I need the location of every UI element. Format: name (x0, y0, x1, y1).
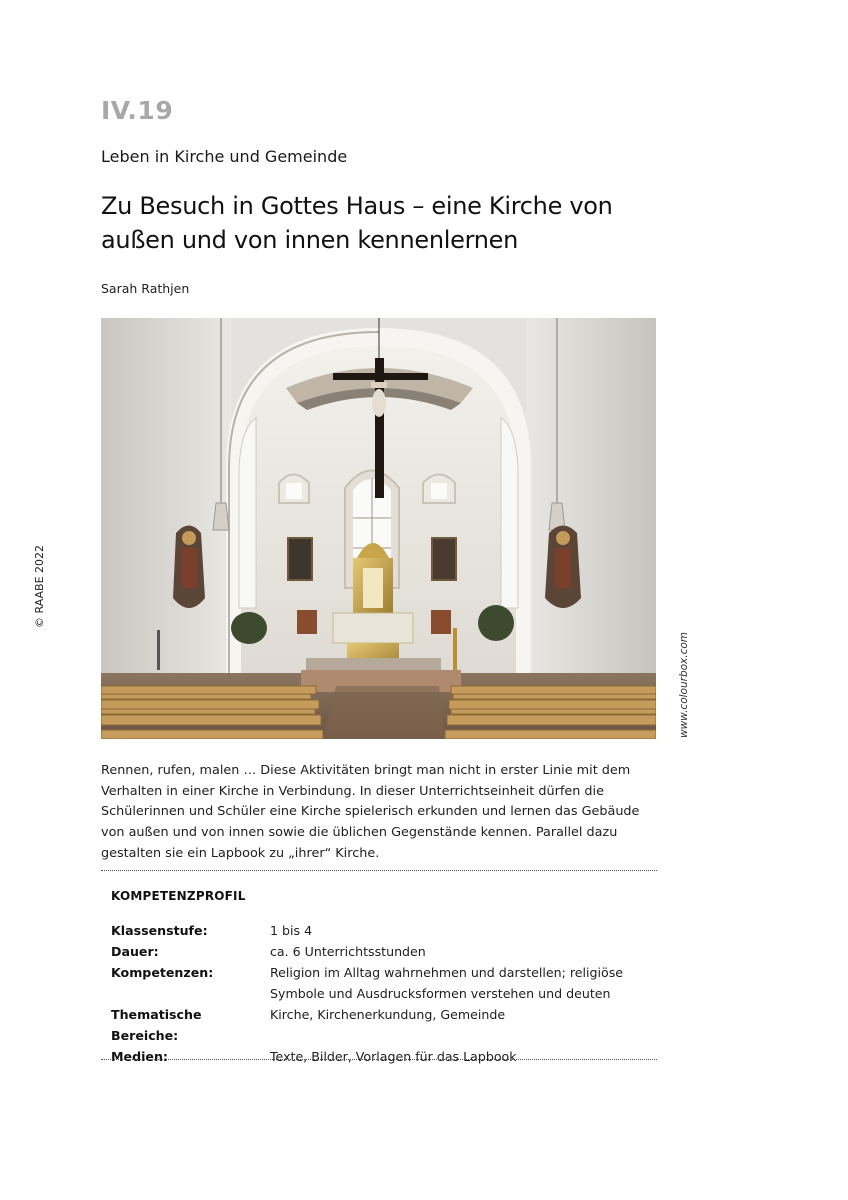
profile-label: Dauer: (111, 944, 159, 959)
competence-profile-heading: KOMPETENZPROFIL (111, 889, 246, 903)
profile-row (111, 1004, 656, 1046)
copyright-note: © RAABE 2022 (33, 544, 46, 628)
unit-code: IV.19 (101, 96, 174, 125)
divider-bottom (101, 1059, 657, 1060)
image-credit: www.colourbox.com (678, 631, 690, 738)
divider-top (101, 870, 657, 871)
profile-value: Kirche, Kirchenerkundung, Gemeinde (270, 1007, 506, 1022)
profile-label: Medien: (111, 1049, 168, 1064)
competence-profile-table (111, 920, 656, 1067)
profile-value: 1 bis 4 (270, 923, 313, 938)
profile-label: Klassenstufe: (111, 923, 208, 938)
church-interior-photo (101, 318, 656, 739)
profile-value: ca. 6 Unterrichtsstunden (270, 944, 426, 959)
series-title: Leben in Kirche und Gemeinde (101, 147, 348, 166)
profile-row (111, 920, 656, 941)
intro-paragraph: Rennen, rufen, malen … Diese Aktivitäten bringt man nicht in erster Linie mit dem Verhalten in einer Kirche in Verbindung. In dieser Unterrichtseinheit dürfen die Schülerinnen und Schüler eine Kirche spielerisch erkunden und lernen das Gebäude von außen und von innen sowie die üblichen Gegenstände kennen. Parallel dazu gestalten sie ein Lapbook zu „ihrer“ Kirche. (101, 763, 640, 861)
author-name: Sarah Rathjen (101, 281, 190, 296)
profile-label: Kompetenzen: (111, 965, 214, 980)
profile-label: Thematische Bereiche: (111, 1007, 202, 1043)
profile-row (111, 962, 656, 1004)
page-title: Zu Besuch in Gottes Haus – eine Kirche von außen und von innen kennenlernen (101, 192, 613, 254)
profile-row (111, 941, 656, 962)
profile-value: Religion im Alltag wahrnehmen und darstellen; religiöse Symbole und Ausdrucksformen verstehen und deuten (270, 965, 624, 1001)
profile-row (111, 1046, 656, 1067)
profile-value: Texte, Bilder, Vorlagen für das Lapbook (270, 1049, 517, 1064)
